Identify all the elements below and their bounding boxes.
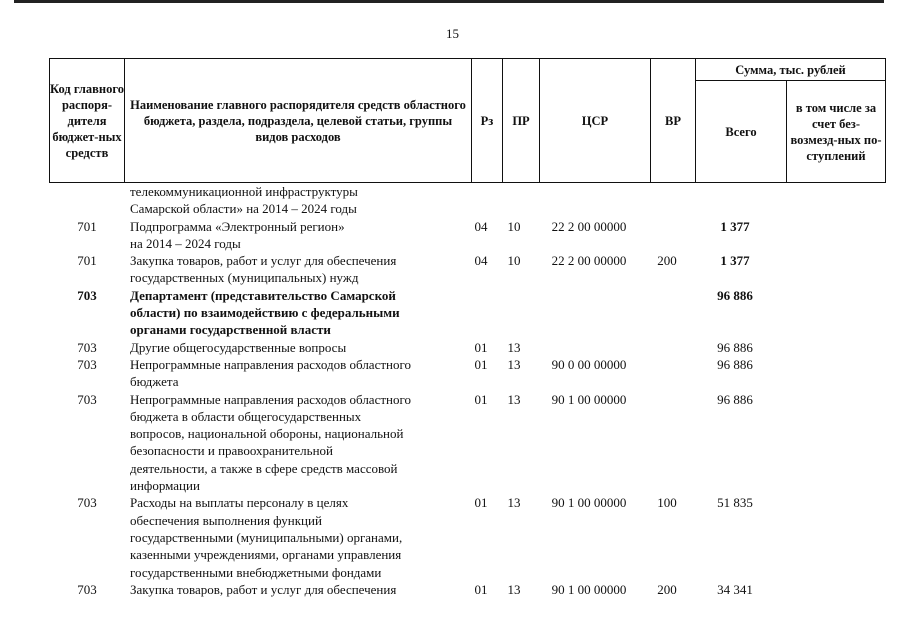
pr-cell: 13 [507, 495, 521, 511]
name-cell [130, 287, 462, 339]
pr-cell: 10 [507, 218, 521, 234]
header-code: Код главного распоря-дителя бюджет-ных средств [50, 59, 125, 183]
name-line: государственными (муниципальными) органами, [130, 529, 403, 545]
name-cell [130, 183, 462, 218]
name-line: Непрограммные направления расходов областного [130, 356, 411, 372]
csr-cell: 90 1 00 00000 [551, 495, 627, 511]
sum-cell: 96 886 [717, 356, 753, 372]
table-header [49, 58, 886, 183]
code-cell: 703 [77, 495, 97, 511]
name-line: Департамент (представительство Самарской [130, 287, 396, 303]
pr-cell: 13 [507, 339, 521, 355]
name-line: безопасности и правоохранительной [130, 443, 333, 459]
code-cell: 703 [77, 356, 97, 372]
code-cell: 703 [77, 287, 97, 303]
name-line: бюджета в области общегосударственных [130, 408, 362, 424]
sum-cell: 34 341 [717, 581, 753, 597]
name-line: информации [130, 478, 200, 494]
table-row [0, 391, 905, 495]
name-line: области) по взаимодействию с федеральными [130, 305, 400, 321]
table-row [0, 287, 905, 339]
vr-cell: 200 [657, 253, 677, 269]
page-number: 15 [446, 26, 459, 41]
name-line: Подпрограмма «Электронный регион» [130, 218, 345, 234]
name-line: Самарской области» на 2014 – 2024 годы [130, 201, 357, 217]
name-cell [130, 218, 462, 253]
pr-cell: 10 [507, 253, 521, 269]
table-row [0, 581, 905, 598]
vr-cell: 100 [657, 495, 677, 511]
name-line: Другие общегосударственные вопросы [130, 339, 347, 355]
table-body [0, 183, 905, 598]
csr-cell: 22 2 00 00000 [551, 253, 627, 269]
name-line: казенными учреждениями, органами управления [130, 547, 402, 563]
pr-cell: 13 [507, 391, 521, 407]
sum-cell: 96 886 [717, 287, 753, 303]
table-row [0, 339, 905, 356]
name-cell [130, 391, 462, 495]
code-cell: 703 [77, 391, 97, 407]
name-line: Закупка товаров, работ и услуг для обеспечения [130, 581, 397, 597]
csr-cell: 90 1 00 00000 [551, 391, 627, 407]
table-row [0, 183, 905, 218]
header-pr: ПР [503, 59, 540, 183]
top-rule [14, 0, 884, 3]
csr-cell: 22 2 00 00000 [551, 218, 627, 234]
csr-cell: 90 1 00 00000 [551, 581, 627, 597]
header-incl: в том числе за счет без-возмезд-ных по-ступлений [787, 81, 886, 183]
header-csr: ЦСР [540, 59, 651, 183]
header-vr: ВР [651, 59, 696, 183]
header-sum: Сумма, тыс. рублей [696, 59, 886, 81]
name-line: обеспечения выполнения функций [130, 512, 322, 528]
name-line: Расходы на выплаты персоналу в целях [130, 495, 349, 511]
sum-cell: 1 377 [720, 218, 750, 234]
csr-cell: 90 0 00 00000 [551, 356, 627, 372]
header-name: Наименование главного распорядителя средств областного бюджета, раздела, подраздела, целевой статьи, группы видов расходов [125, 59, 472, 183]
name-line: вопросов, национальной обороны, национальной [130, 426, 404, 442]
name-line: государственных (муниципальных) нужд [130, 270, 359, 286]
name-line: Непрограммные направления расходов областного [130, 391, 411, 407]
table-row [0, 218, 905, 253]
code-cell: 703 [77, 339, 97, 355]
name-line: органами государственной власти [130, 322, 331, 338]
name-line: бюджета [130, 374, 179, 390]
name-cell [130, 494, 462, 580]
name-cell [130, 356, 462, 391]
rz-cell: 01 [474, 495, 488, 511]
rz-cell: 01 [474, 356, 488, 372]
name-line: на 2014 – 2024 годы [130, 235, 241, 251]
name-cell [130, 339, 462, 356]
name-line: Закупка товаров, работ и услуг для обеспечения [130, 253, 397, 269]
rz-cell: 01 [474, 339, 488, 355]
rz-cell: 01 [474, 581, 488, 597]
rz-cell: 01 [474, 391, 488, 407]
header-rz: Рз [472, 59, 503, 183]
name-line: телекоммуникационной инфраструктуры [130, 184, 358, 199]
sum-cell: 51 835 [717, 495, 753, 511]
pr-cell: 13 [507, 581, 521, 597]
table-row [0, 356, 905, 391]
sum-cell: 96 886 [717, 391, 753, 407]
rz-cell: 04 [474, 253, 488, 269]
vr-cell: 200 [657, 581, 677, 597]
name-cell [130, 581, 462, 598]
header-total: Всего [696, 81, 787, 183]
code-cell: 701 [77, 253, 97, 269]
code-cell: 701 [77, 218, 97, 234]
sum-cell: 96 886 [717, 339, 753, 355]
pr-cell: 13 [507, 356, 521, 372]
table-row [0, 494, 905, 580]
code-cell: 703 [77, 581, 97, 597]
sum-cell: 1 377 [720, 253, 750, 269]
table-row [0, 252, 905, 287]
name-cell [130, 252, 462, 287]
rz-cell: 04 [474, 218, 488, 234]
name-line: деятельности, а также в сфере средств массовой [130, 460, 398, 476]
name-line: государственными внебюджетными фондами [130, 564, 382, 580]
